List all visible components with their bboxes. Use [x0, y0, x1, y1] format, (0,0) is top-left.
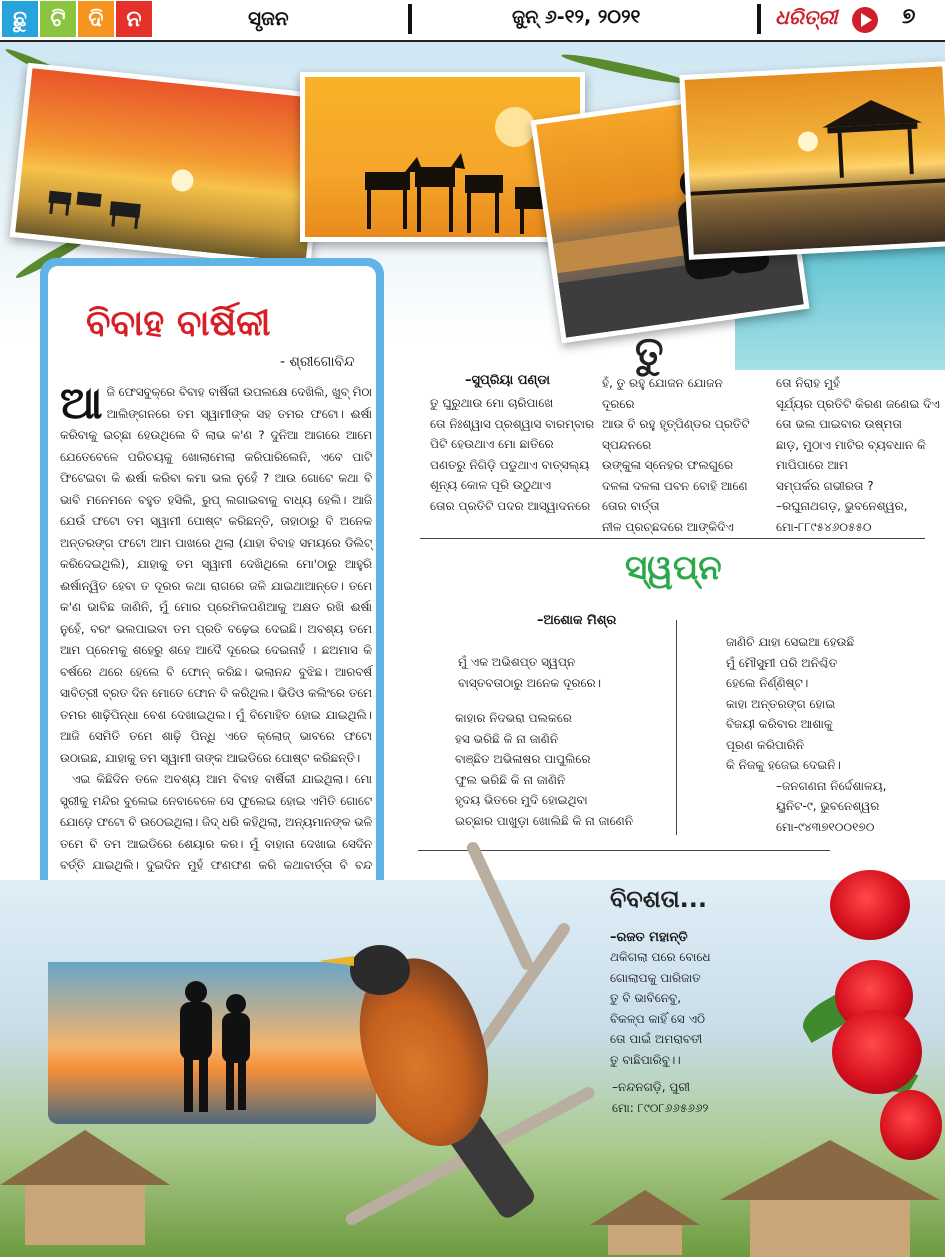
poem-line: କାହାର ନିଦଭରା ପଲକରେ: [455, 711, 572, 725]
sunset-zebras-photo: [10, 63, 329, 269]
poem-line: ତୋ ଭଲ ପାଇବାର ଉଷ୍ମତା: [776, 417, 902, 431]
poem-signature: –ନନ୍ଦନଗଡ଼ି, ପୁରୀ: [612, 1080, 691, 1094]
poem-line: ତୁ ବାଛିପାରିବୁ।।: [610, 1052, 681, 1067]
poem-line: ପଣତରୁ ନିଗିଡ଼ି ପଡୁଥାଏ ବାତ୍ସଲ୍ୟ: [430, 457, 590, 472]
poem-title-bibasata: ବିବଶତା...: [610, 885, 708, 913]
poem-column: [726, 632, 886, 837]
poem-line: ଜାଣିଚି ଯାହା ସେଇଆ ହେଉଛି: [726, 635, 855, 649]
article-author: - ଶ୍ରୀଗୋବିନ୍ଦ: [280, 354, 355, 370]
page-number: ୭: [902, 4, 916, 29]
poem-line: ତୋ ନିରାହ ମୁହଁ: [776, 376, 840, 390]
poem-line: ନୀଳ ପ୍ରଚ୍ଛଦରେ ଆଙ୍କିଦିଏ: [602, 519, 734, 534]
poem-line: ଦଳଳା ଦଳଳା ପବନ ବୋହି ଆଣେ: [602, 478, 748, 493]
poem-line: ତୋ ନିଃଶ୍ୱାସ ପ୍ରଶ୍ୱାସ ବାରମ୍ବାର: [430, 416, 595, 431]
section-divider: [420, 538, 925, 539]
poem-line: ଫୁଲ ଭରିଛି କି ନା ଜାଣିନି: [455, 772, 566, 787]
poem-column: [610, 947, 711, 1070]
play-icon: [852, 7, 878, 33]
poem-title-tu: ତୁ: [635, 328, 664, 375]
header-divider: [757, 4, 761, 34]
poem-line: ୟୁନିଟ-୯, ଭୁବନେଶ୍ୱର: [776, 799, 880, 813]
poem-column: [430, 393, 594, 516]
poem-column: [455, 708, 633, 831]
poem-line: ଇଚ୍ଛାର ପାଖୁଡ଼ା ଖୋଲିଛି କି ନା ଜାଣେନି: [455, 813, 634, 828]
poem-line: ତୋର ବାର୍ତ୍ତା: [602, 499, 660, 513]
masthead-logo: [2, 1, 152, 37]
poem-line: ତୋର ପ୍ରତିଟି ପଦର ଆସ୍ୱାଦନରେ: [430, 498, 591, 513]
poem-line: ମୁଁ ଏକ ଅଭିଶପ୍ତ ସ୍ୱପ୍ନ: [458, 655, 576, 669]
poem-line: ତୋ ପାଇଁ ଅମରାବତୀ: [610, 1032, 703, 1046]
dropcap: ଆ: [60, 378, 103, 429]
poem-column: [776, 373, 940, 537]
poem-author: –ଅଶୋକ ମିଶ୍ର: [537, 613, 617, 628]
page-header: [0, 0, 945, 42]
poem-line: ମାପିପାରେ ଆମ: [776, 458, 848, 472]
bird-head: [350, 945, 410, 995]
poem-line: ବାଞ୍ଛିତ ଅଭିଳାଷର ପାପୁଲିରେ: [455, 752, 591, 766]
poem-line: ମୁଁ ମୌସୁମୀ ପରି ଅନିଶ୍ଚିତ: [726, 655, 838, 670]
poem-line: ଆଉ ବି ରହୁ ହୃତ୍‌ପିଣ୍ଡର ପ୍ରତିଟି: [602, 417, 750, 431]
rose-flower: [880, 1090, 942, 1160]
bird-beak: [318, 956, 354, 966]
poem-line: ହଁ, ତୁ ରହୁ ଯୋଜନ ଯୋଜନ: [602, 376, 723, 390]
header-divider: [408, 4, 412, 34]
poem-line: ସୂର୍ଯ୍ୟର ପ୍ରତିଟି କିରଣ ଜଣେଇ ଦିଏ: [776, 396, 940, 411]
issue-date: ଜୁନ୍ ୬-୧୨, ୨୦୨୧: [512, 6, 641, 28]
masthead-letter: ଛୁ: [2, 1, 38, 37]
poem-line: ବାସ୍ତବତାଠାରୁ ଅନେକ ଦୂରରେ।: [458, 675, 601, 690]
poem-line: ବିକଳ୍ପ କାହିଁ ସେ ଏଠି: [610, 1011, 706, 1026]
poem-line: ମୋ-୯୪୩୭୧୦୦୧୭୦: [776, 819, 875, 834]
poem-line: –ରଘୁନାଥଗଡ଼, ଭୁବନେଶ୍ୱର,: [776, 499, 908, 513]
poem-line: ସ୍ପନ୍ଦନରେ: [602, 437, 652, 452]
article-title: ବିବାହ ବାର୍ଷିକୀ: [86, 302, 271, 344]
couple-sunset-photo: [48, 962, 376, 1124]
poem-title-swapna: ସ୍ୱପ୍ନ: [625, 548, 722, 588]
poem-column: [458, 652, 601, 693]
column-divider: [676, 620, 677, 835]
poem-line: ହେଲେ ନିର୍ଣ୍ଣିଷ୍ଟ।: [726, 676, 809, 690]
poem-line: ଥକିଗଲା ପରେ ବୋଧେ: [610, 950, 711, 964]
rose-flower: [830, 870, 910, 940]
poem-line: ହୃଦୟ ଭିତରେ ମୁଦି ହୋଇଥିବା: [455, 793, 588, 807]
poem-line: ଉଙ୍କୁଳା ସ୍ନେହର ଫଲଗୁରେ: [602, 458, 734, 472]
poem-line: ବିଜୟୀ କରିବାର ଆଶାକୁ: [726, 717, 833, 731]
poem-line: ତୁ ବି ଭାବିନେବୁ,: [610, 991, 682, 1005]
poem-signature: ମୋ: ୮୯୦୮୬୬୫୬୬୨: [612, 1101, 709, 1115]
brand-logo: ଧରିତ୍ରୀ: [775, 5, 838, 29]
poem-line: ଛାଡ଼, ମୁଠାଏ ମାଟିର ବ୍ୟବଧାନ କି: [776, 437, 926, 452]
masthead-letter: ଦି: [78, 1, 114, 37]
poem-line: ପୂରଣ କରିପାରିନି: [726, 737, 804, 752]
poem-author: –ସୁପ୍ରିୟା ପଣ୍ଡା: [465, 373, 550, 388]
poem-line: ହସ ଭରିଛି କି ନା ଜାଣିନି: [455, 731, 559, 746]
poem-author: –ରଜତ ମହାନ୍ତି: [610, 930, 688, 945]
section-name: ସୃଜନ: [248, 6, 289, 30]
poem-line: ଦୂରରେ: [602, 396, 635, 411]
poem-line: ମୋ-୮୮୯୫୪୬୦୫୫୦: [776, 519, 872, 534]
poem-column: [602, 373, 750, 537]
poem-line: –ଜନଗଣନା ନିର୍ଦ୍ଦେଶାଳୟ,: [776, 778, 887, 793]
article-paragraph: ଆଜି ଫେସବୁକ୍‌ରେ ବିବାହ ବାର୍ଷିକୀ ଉପଲକ୍ଷେ ଦେଖିଲି, ଖୁବ୍ ମିଠା ଆଲିଙ୍ଗନରେ ତମ ସ୍ୱାମୀଙ୍କ ସହ ତମର ଫଟୋ। ଈର୍ଷା କରିବାକୁ ଇଚ୍ଛା ହେଉଥିଲେ ବି ଲାଭ କ'ଣ ? ଦୁନିଆ ଆଗରେ ଆମେ ଯେତେବେଳେ ପରିଚୟକୁ ଖୋଲାମେଲା କରିପାରିଲେନି, ଏବେ ପାଟି ଫିଟେଇବା କି ଈର୍ଷା କରିବା କମା ଭଲ ନୁହେଁ ? ଆଉ ଗୋଟେ କଥା ବି ଭାବି ମନେମନେ ବହୁତ ହସିଲି, ରୁପ୍ ଲଗାଇବାକୁ ବାଧ୍ୟ ହେଲି। ଆଜି ଯେଉଁ ଫଟୋ ତମ ସ୍ୱାମୀ ପୋଷ୍ଟ କରିଛନ୍ତି, ତାହାଠାରୁ ବି ଅନେକ ଅନ୍ତରଙ୍ଗ ଫଟୋ ଆମ ପାଖରେ ଥିଲା (ଯାହା ବିବାହ ସମୟରେ ଡିଲିଟ୍ କରିଦେଇଥିଲି), ଯାହାକୁ ତମ ସ୍ୱାମୀ ଦେଖିଥିଲେ ମୋ'ଠାରୁ ଆହୁରି ଈର୍ଷାନ୍ୱିତ ହେବା ତ ଦୂରର କଥା ରାଗରେ ଜଳି ଯାଇଥାଆନ୍ତେ। ତମେ କ'ଣ ଭାବିଛ ଜାଣିନି, ମୁଁ ମୋର ପ୍ରେମିକପଣିଆକୁ ଅକ୍ଷତ ରଖି ଈର୍ଷା ନୁହେଁ, ବରଂ ଭଲପାଇବା ତମ ପ୍ରତି ବଢ଼େଇ ଦେଇଛି। ଅବଶ୍ୟ ତମେ ଆମ ପ୍ରେମକୁ ଶହେରୁ ଶହେ ଆଦୈ ଦୂରେଇ ଦେଇନାହଁ । ଛଅମାସ କି ବର୍ଷରେ ଥରେ ହେଲେ ବି ଫୋନ୍ କରିଛ। ଭଲାନନ୍ଦ ବୁଝିଛ। ଆରବର୍ଷ ସାବିତ୍ରୀ ବ୍ରତ ଦିନ ମୋତେ ଫୋନ ବି କରିଥିଲ। ଭିଡିଓ କଲିଂରେ ତମେ ତମର ଶାଢ଼ିପିନ୍ଧା ବେଶ ଦେଖାଇଥିଲ। ମୁଁ ବିମୋହିତ ହୋଇ ଯାଇଥିଲି। ଆଜି ସେମିତି ତମେ ଶାଢ଼ି ପିନ୍ଧି ଏତେ କ୍ଲୋଜ୍ ଭାବରେ ଫଟୋ ଉଠାଇଛ, ଯାହାକୁ ତମ ସ୍ୱାମୀ ତାଙ୍କ ଆଇଡିରେ ପୋଷ୍ଟ କରିଛନ୍ତି।: [60, 378, 372, 765]
poem-line: ଗୋଲାପକୁ ପାରିଜାତ: [610, 970, 701, 985]
rose-flower: [832, 1010, 922, 1094]
masthead-letter: ନ: [116, 1, 152, 37]
poem-line: କି ନିଜକୁ ହଜେଇ ଦେଇନି।: [726, 758, 841, 772]
poem-line: ଶୂନ୍ୟ କୋଳ ପୂରି ଉଠୁଥାଏ: [430, 478, 552, 492]
poem-line: ତୁ ଘୁରୁଥାଉ ମୋ ଚାରିପାଖେ: [430, 396, 554, 410]
masthead-letter: ଟି: [40, 1, 76, 37]
poem-line: କାହା ଅନ୍ତରଙ୍ଗ ହୋଇ: [726, 696, 836, 711]
article-paragraph: ଏଇ କିଛିଦିନ ତଳେ ଅବଶ୍ୟ ଆମ ବିବାହ ବାର୍ଷିକୀ ଯାଇଥିଲା। ମୋ ସ୍ତ୍ରୀକୁ ମନ୍ଦିର ବୁଲେଇ ନେବାବେଳେ ସେ ଫୁଲେଇ ହୋଇ ଏମିତି ଗୋଟେ ଯୋଡ଼େ ଫଟୋ ବି ଉଠେଇଥିଲା। ଜିଦ୍ ଧରି କହିଥିଲା, ଅନ୍ୟମାନଙ୍କ ଭଳି ତମେ ବି ତମ ଆଇଡିରେ ଶେୟାର କର। ମୁଁ ବାହାନା ଦେଖାଇ ସେଦିନ ବର୍ତ୍ତି ଯାଇଥିଲି। ଦୁଇଦିନ ମୁହଁ ଫଣଫଣ କରି କଥାବାର୍ତ୍ତା ବି ବନ୍ଦ: [60, 772, 372, 872]
pier-sunset-photo: [679, 61, 945, 260]
poem-line: ସମ୍ପର୍କର ଗଭୀରତା ?: [776, 478, 874, 493]
poem-line: ପିଟି ହେଉଥାଏ ମୋ ଛାତିରେ: [430, 437, 554, 451]
